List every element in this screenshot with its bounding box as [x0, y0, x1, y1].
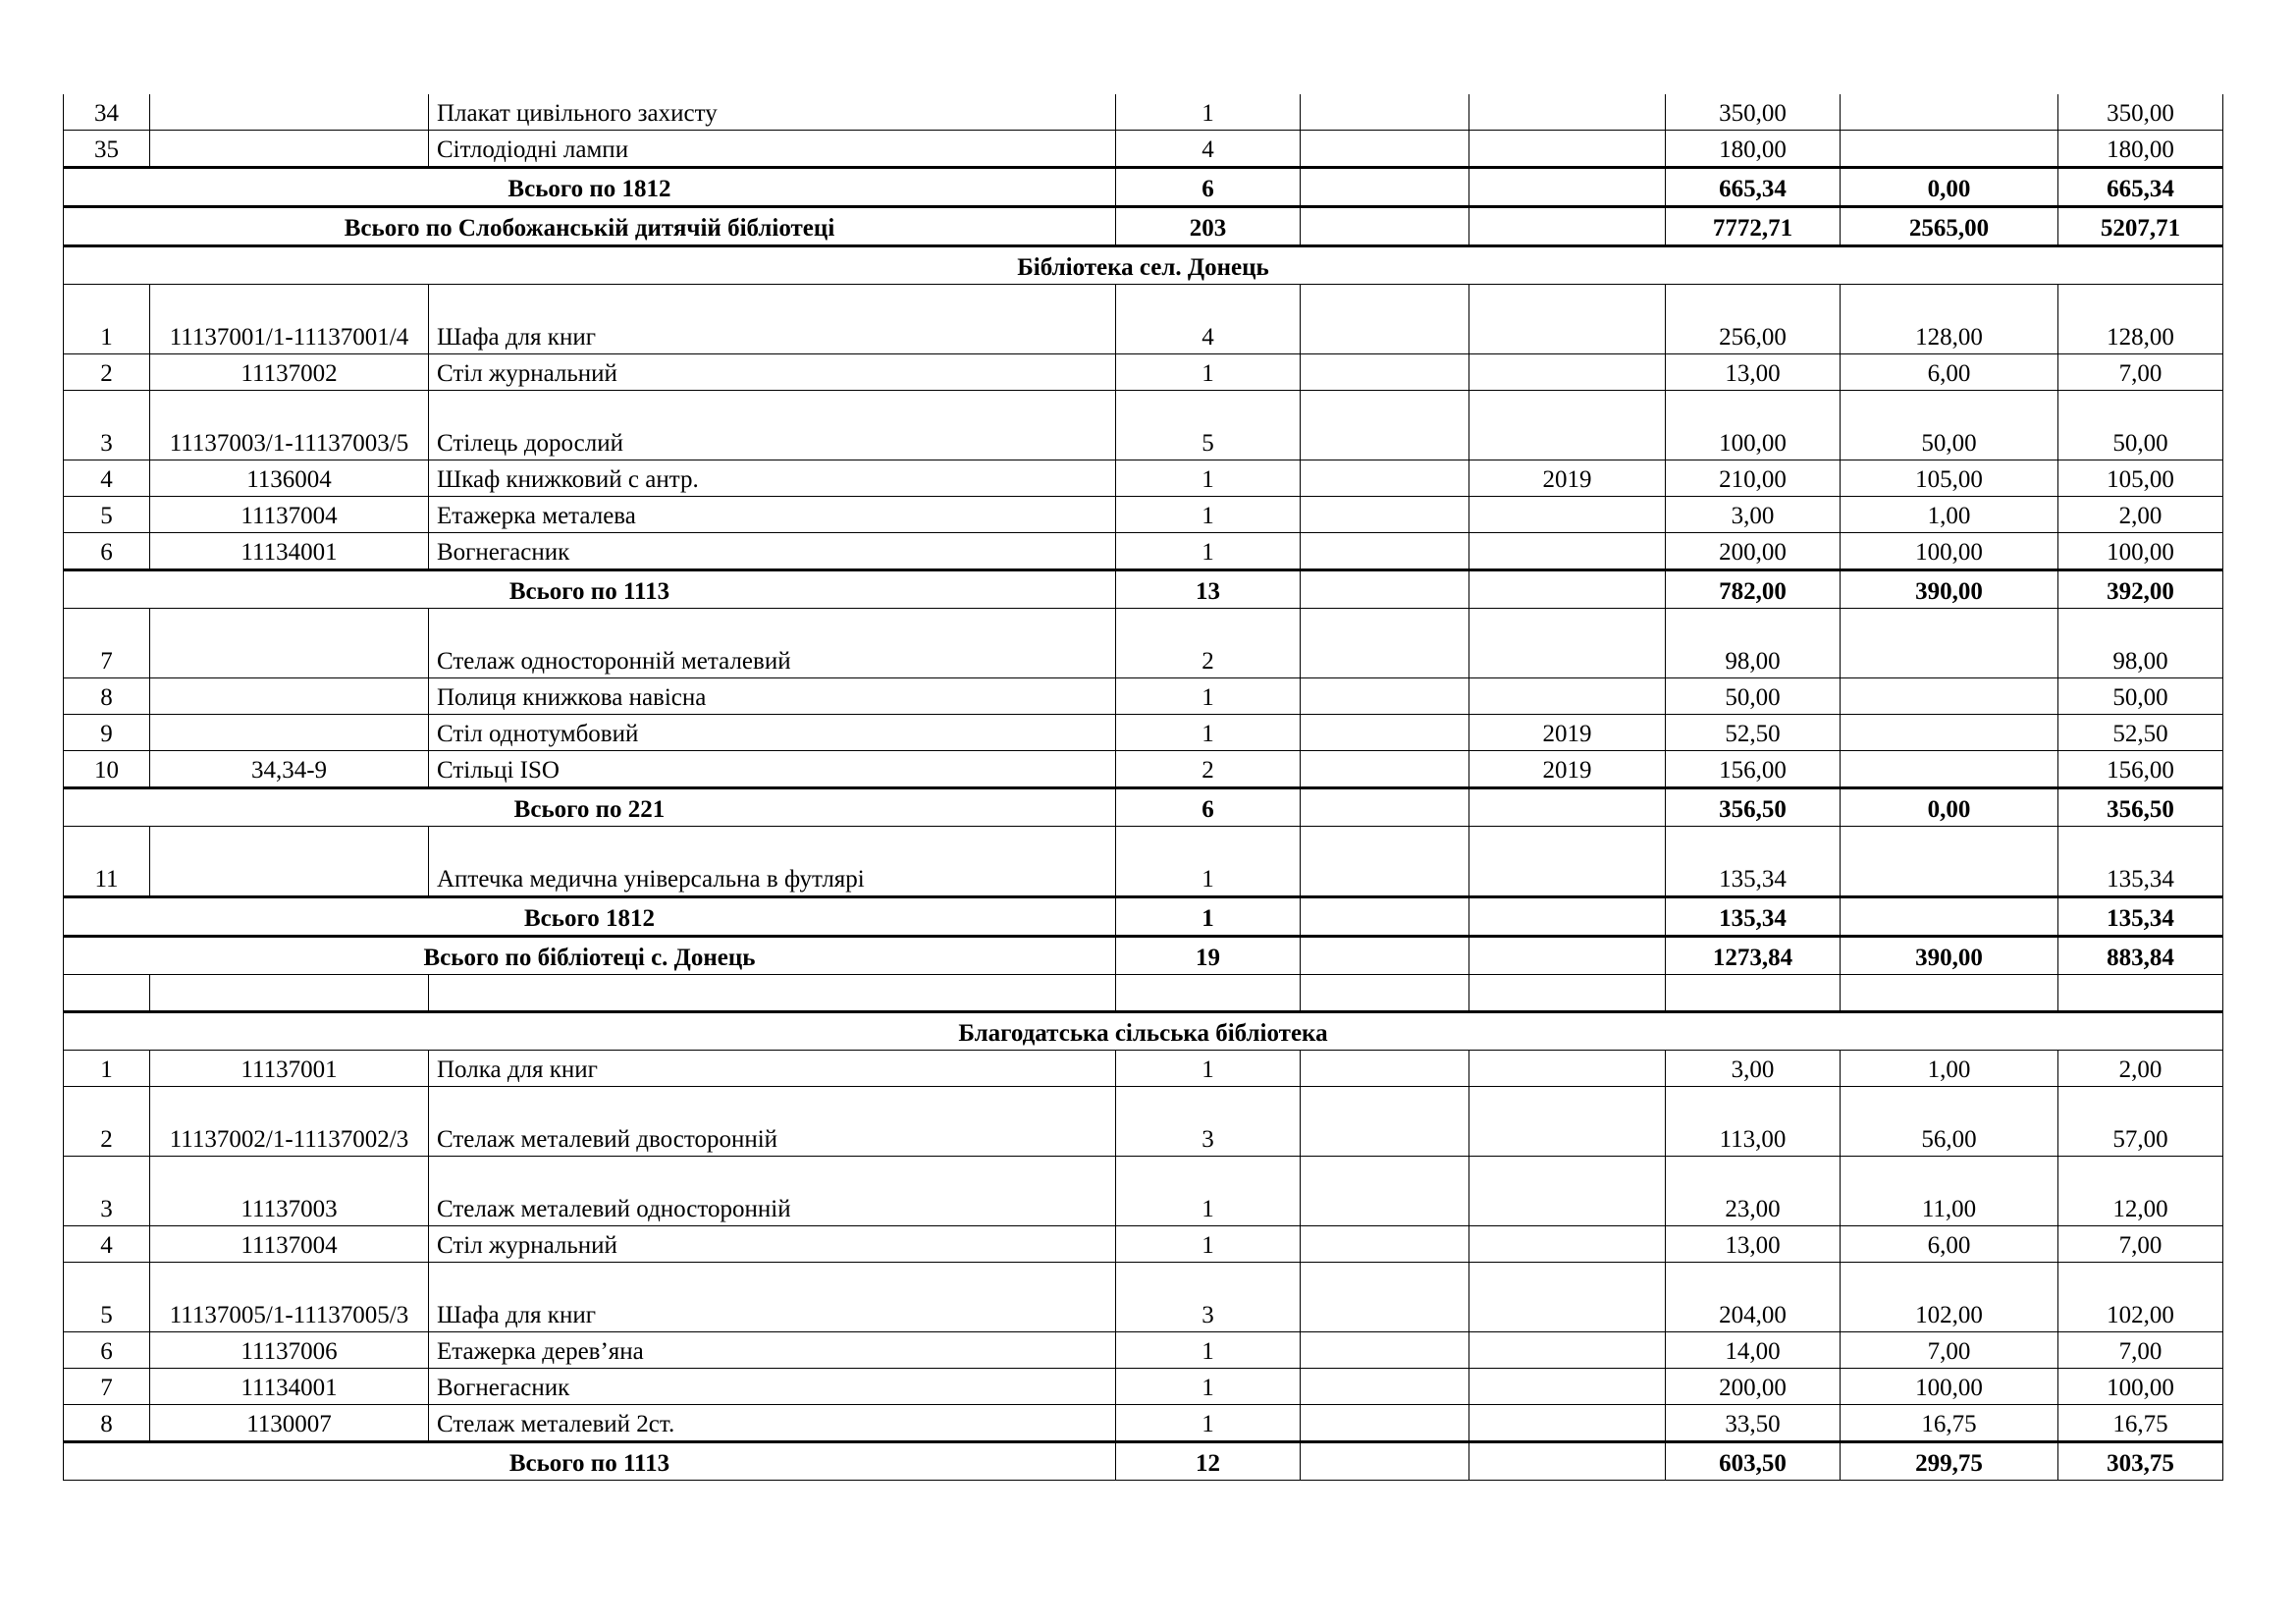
total-year — [1469, 207, 1666, 246]
residual-cost — [2058, 975, 2223, 1012]
inventory-table — [63, 94, 2223, 1481]
total-residual-cost: 5207,71 — [2058, 207, 2223, 246]
residual-cost: 12,00 — [2058, 1157, 2223, 1226]
inventory-number: 11137002/1-11137002/3 — [150, 1087, 429, 1157]
inventory-table-body — [64, 94, 2223, 1481]
table-row — [64, 827, 2223, 897]
total-row — [64, 788, 2223, 827]
table-row — [64, 533, 2223, 570]
total-residual-cost: 883,84 — [2058, 937, 2223, 975]
total-initial-cost: 1273,84 — [1666, 937, 1841, 975]
initial-cost: 204,00 — [1666, 1263, 1841, 1332]
row-number: 7 — [64, 609, 150, 678]
total-depreciation — [1841, 897, 2058, 937]
residual-cost: 50,00 — [2058, 391, 2223, 460]
initial-cost: 350,00 — [1666, 94, 1841, 131]
residual-cost: 2,00 — [2058, 1051, 2223, 1087]
year — [1469, 497, 1666, 533]
quantity: 1 — [1116, 678, 1301, 715]
depreciation: 50,00 — [1841, 391, 2058, 460]
depreciation: 100,00 — [1841, 533, 2058, 570]
table-row — [64, 975, 2223, 1012]
unit-cell — [1301, 460, 1469, 497]
initial-cost: 33,50 — [1666, 1405, 1841, 1442]
row-number: 2 — [64, 354, 150, 391]
item-name: Шкаф книжковий с антр. — [429, 460, 1116, 497]
year — [1469, 609, 1666, 678]
item-name: Плакат цивільного захисту — [429, 94, 1116, 131]
quantity: 4 — [1116, 285, 1301, 354]
depreciation — [1841, 827, 2058, 897]
row-number: 34 — [64, 94, 150, 131]
item-name: Стілець дорослий — [429, 391, 1116, 460]
table-row — [64, 1087, 2223, 1157]
section-title: Благодатська сільська бібліотека — [64, 1012, 2223, 1051]
year — [1469, 1405, 1666, 1442]
year — [1469, 354, 1666, 391]
inventory-number: 11137005/1-11137005/3 — [150, 1263, 429, 1332]
table-row — [64, 131, 2223, 168]
residual-cost: 52,50 — [2058, 715, 2223, 751]
total-depreciation: 390,00 — [1841, 570, 2058, 609]
total-quantity: 1 — [1116, 897, 1301, 937]
total-depreciation: 0,00 — [1841, 168, 2058, 207]
year — [1469, 533, 1666, 570]
table-row — [64, 1157, 2223, 1226]
quantity: 1 — [1116, 1405, 1301, 1442]
inventory-number — [150, 827, 429, 897]
quantity: 1 — [1116, 497, 1301, 533]
quantity: 5 — [1116, 391, 1301, 460]
table-row — [64, 1051, 2223, 1087]
inventory-number: 11137002 — [150, 354, 429, 391]
row-number: 5 — [64, 1263, 150, 1332]
total-quantity: 13 — [1116, 570, 1301, 609]
item-name: Шафа для книг — [429, 285, 1116, 354]
total-row — [64, 897, 2223, 937]
total-initial-cost: 782,00 — [1666, 570, 1841, 609]
depreciation — [1841, 975, 2058, 1012]
initial-cost: 256,00 — [1666, 285, 1841, 354]
table-row — [64, 609, 2223, 678]
total-year — [1469, 570, 1666, 609]
section-title: Бібліотека сел. Донець — [64, 246, 2223, 285]
item-name: Сітлодіодні лампи — [429, 131, 1116, 168]
initial-cost: 210,00 — [1666, 460, 1841, 497]
row-number: 8 — [64, 678, 150, 715]
quantity: 1 — [1116, 94, 1301, 131]
year — [1469, 131, 1666, 168]
depreciation — [1841, 678, 2058, 715]
residual-cost: 180,00 — [2058, 131, 2223, 168]
total-unit-cell — [1301, 570, 1469, 609]
unit-cell — [1301, 131, 1469, 168]
year — [1469, 285, 1666, 354]
initial-cost: 3,00 — [1666, 1051, 1841, 1087]
inventory-number: 11134001 — [150, 1369, 429, 1405]
row-number: 1 — [64, 285, 150, 354]
total-row — [64, 937, 2223, 975]
row-number: 11 — [64, 827, 150, 897]
table-row — [64, 1226, 2223, 1263]
total-quantity: 19 — [1116, 937, 1301, 975]
total-initial-cost: 603,50 — [1666, 1442, 1841, 1481]
total-residual-cost: 356,50 — [2058, 788, 2223, 827]
total-year — [1469, 168, 1666, 207]
initial-cost: 23,00 — [1666, 1157, 1841, 1226]
item-name: Вогнегасник — [429, 533, 1116, 570]
residual-cost: 135,34 — [2058, 827, 2223, 897]
initial-cost: 13,00 — [1666, 354, 1841, 391]
table-row — [64, 1263, 2223, 1332]
table-row — [64, 751, 2223, 788]
initial-cost: 52,50 — [1666, 715, 1841, 751]
year — [1469, 975, 1666, 1012]
year — [1469, 1157, 1666, 1226]
row-number: 8 — [64, 1405, 150, 1442]
year — [1469, 1087, 1666, 1157]
unit-cell — [1301, 1263, 1469, 1332]
total-quantity: 12 — [1116, 1442, 1301, 1481]
item-name: Полка для книг — [429, 1051, 1116, 1087]
initial-cost: 14,00 — [1666, 1332, 1841, 1369]
quantity: 1 — [1116, 533, 1301, 570]
depreciation: 1,00 — [1841, 497, 2058, 533]
item-name: Вогнегасник — [429, 1369, 1116, 1405]
inventory-number — [150, 678, 429, 715]
row-number — [64, 975, 150, 1012]
year — [1469, 94, 1666, 131]
total-initial-cost: 356,50 — [1666, 788, 1841, 827]
quantity: 1 — [1116, 715, 1301, 751]
unit-cell — [1301, 1226, 1469, 1263]
inventory-number: 11137001/1-11137001/4 — [150, 285, 429, 354]
quantity: 3 — [1116, 1263, 1301, 1332]
depreciation: 102,00 — [1841, 1263, 2058, 1332]
inventory-number: 11137004 — [150, 497, 429, 533]
unit-cell — [1301, 285, 1469, 354]
total-depreciation: 390,00 — [1841, 937, 2058, 975]
total-year — [1469, 937, 1666, 975]
residual-cost: 102,00 — [2058, 1263, 2223, 1332]
table-row — [64, 497, 2223, 533]
quantity: 1 — [1116, 1369, 1301, 1405]
depreciation: 6,00 — [1841, 1226, 2058, 1263]
table-row — [64, 1405, 2223, 1442]
depreciation: 128,00 — [1841, 285, 2058, 354]
total-unit-cell — [1301, 937, 1469, 975]
inventory-number: 11137006 — [150, 1332, 429, 1369]
total-unit-cell — [1301, 897, 1469, 937]
quantity: 4 — [1116, 131, 1301, 168]
total-quantity: 203 — [1116, 207, 1301, 246]
total-label: Всього по 1812 — [64, 168, 1116, 207]
inventory-number — [150, 94, 429, 131]
initial-cost: 156,00 — [1666, 751, 1841, 788]
unit-cell — [1301, 751, 1469, 788]
total-residual-cost: 303,75 — [2058, 1442, 2223, 1481]
residual-cost: 7,00 — [2058, 354, 2223, 391]
initial-cost: 135,34 — [1666, 827, 1841, 897]
residual-cost: 57,00 — [2058, 1087, 2223, 1157]
item-name: Стелаж металевий двосторонній — [429, 1087, 1116, 1157]
total-unit-cell — [1301, 788, 1469, 827]
row-number: 4 — [64, 1226, 150, 1263]
unit-cell — [1301, 497, 1469, 533]
year: 2019 — [1469, 715, 1666, 751]
depreciation — [1841, 131, 2058, 168]
quantity: 2 — [1116, 609, 1301, 678]
unit-cell — [1301, 827, 1469, 897]
year: 2019 — [1469, 751, 1666, 788]
year: 2019 — [1469, 460, 1666, 497]
total-depreciation: 2565,00 — [1841, 207, 2058, 246]
total-row — [64, 570, 2223, 609]
initial-cost: 180,00 — [1666, 131, 1841, 168]
total-label: Всього 1812 — [64, 897, 1116, 937]
initial-cost: 113,00 — [1666, 1087, 1841, 1157]
total-year — [1469, 897, 1666, 937]
item-name — [429, 975, 1116, 1012]
initial-cost: 98,00 — [1666, 609, 1841, 678]
quantity: 3 — [1116, 1087, 1301, 1157]
quantity: 1 — [1116, 1157, 1301, 1226]
item-name: Полиця книжкова навісна — [429, 678, 1116, 715]
unit-cell — [1301, 1051, 1469, 1087]
item-name: Стіл однотумбовий — [429, 715, 1116, 751]
table-row — [64, 94, 2223, 131]
row-number: 35 — [64, 131, 150, 168]
table-row — [64, 285, 2223, 354]
quantity: 1 — [1116, 827, 1301, 897]
residual-cost: 98,00 — [2058, 609, 2223, 678]
depreciation: 56,00 — [1841, 1087, 2058, 1157]
residual-cost: 100,00 — [2058, 1369, 2223, 1405]
total-quantity: 6 — [1116, 168, 1301, 207]
item-name: Етажерка дерев’яна — [429, 1332, 1116, 1369]
section-header-row — [64, 246, 2223, 285]
total-residual-cost: 135,34 — [2058, 897, 2223, 937]
unit-cell — [1301, 533, 1469, 570]
inventory-number: 34,34-9 — [150, 751, 429, 788]
row-number: 5 — [64, 497, 150, 533]
depreciation: 100,00 — [1841, 1369, 2058, 1405]
table-row — [64, 460, 2223, 497]
unit-cell — [1301, 715, 1469, 751]
inventory-number — [150, 715, 429, 751]
inventory-number: 11137004 — [150, 1226, 429, 1263]
item-name: Етажерка металева — [429, 497, 1116, 533]
initial-cost: 100,00 — [1666, 391, 1841, 460]
unit-cell — [1301, 678, 1469, 715]
inventory-number: 11137001 — [150, 1051, 429, 1087]
residual-cost: 128,00 — [2058, 285, 2223, 354]
inventory-number: 1136004 — [150, 460, 429, 497]
unit-cell — [1301, 1369, 1469, 1405]
table-row — [64, 1332, 2223, 1369]
total-row — [64, 168, 2223, 207]
inventory-number — [150, 131, 429, 168]
year — [1469, 1226, 1666, 1263]
quantity: 1 — [1116, 1332, 1301, 1369]
inventory-number — [150, 975, 429, 1012]
depreciation: 16,75 — [1841, 1405, 2058, 1442]
total-year — [1469, 788, 1666, 827]
quantity: 2 — [1116, 751, 1301, 788]
depreciation — [1841, 715, 2058, 751]
year — [1469, 1263, 1666, 1332]
total-label: Всього по 1113 — [64, 570, 1116, 609]
total-label: Всього по Слобожанській дитячій бібліотеці — [64, 207, 1116, 246]
depreciation: 7,00 — [1841, 1332, 2058, 1369]
depreciation — [1841, 751, 2058, 788]
unit-cell — [1301, 1157, 1469, 1226]
total-row — [64, 207, 2223, 246]
year — [1469, 1332, 1666, 1369]
item-name: Шафа для книг — [429, 1263, 1116, 1332]
item-name: Стіл журнальний — [429, 1226, 1116, 1263]
depreciation: 11,00 — [1841, 1157, 2058, 1226]
initial-cost: 13,00 — [1666, 1226, 1841, 1263]
row-number: 1 — [64, 1051, 150, 1087]
quantity: 1 — [1116, 1226, 1301, 1263]
depreciation: 1,00 — [1841, 1051, 2058, 1087]
table-row — [64, 391, 2223, 460]
inventory-number — [150, 609, 429, 678]
initial-cost: 200,00 — [1666, 1369, 1841, 1405]
table-row — [64, 678, 2223, 715]
unit-cell — [1301, 1087, 1469, 1157]
residual-cost: 100,00 — [2058, 533, 2223, 570]
total-initial-cost: 665,34 — [1666, 168, 1841, 207]
unit-cell — [1301, 391, 1469, 460]
residual-cost: 50,00 — [2058, 678, 2223, 715]
section-header-row — [64, 1012, 2223, 1051]
total-initial-cost: 135,34 — [1666, 897, 1841, 937]
year — [1469, 827, 1666, 897]
total-unit-cell — [1301, 168, 1469, 207]
year — [1469, 1051, 1666, 1087]
inventory-number: 11134001 — [150, 533, 429, 570]
residual-cost: 7,00 — [2058, 1226, 2223, 1263]
row-number: 6 — [64, 1332, 150, 1369]
residual-cost: 2,00 — [2058, 497, 2223, 533]
depreciation: 105,00 — [1841, 460, 2058, 497]
item-name: Стіл журнальний — [429, 354, 1116, 391]
table-row — [64, 1369, 2223, 1405]
unit-cell — [1301, 975, 1469, 1012]
total-residual-cost: 392,00 — [2058, 570, 2223, 609]
quantity: 1 — [1116, 354, 1301, 391]
depreciation: 6,00 — [1841, 354, 2058, 391]
residual-cost: 350,00 — [2058, 94, 2223, 131]
total-quantity: 6 — [1116, 788, 1301, 827]
row-number: 9 — [64, 715, 150, 751]
initial-cost: 200,00 — [1666, 533, 1841, 570]
total-label: Всього по 1113 — [64, 1442, 1116, 1481]
total-label: Всього по бібліотеці с. Донець — [64, 937, 1116, 975]
total-unit-cell — [1301, 1442, 1469, 1481]
total-residual-cost: 665,34 — [2058, 168, 2223, 207]
quantity: 1 — [1116, 1051, 1301, 1087]
residual-cost: 156,00 — [2058, 751, 2223, 788]
row-number: 3 — [64, 391, 150, 460]
total-initial-cost: 7772,71 — [1666, 207, 1841, 246]
total-year — [1469, 1442, 1666, 1481]
item-name: Стелаж односторонній металевий — [429, 609, 1116, 678]
row-number: 2 — [64, 1087, 150, 1157]
table-row — [64, 715, 2223, 751]
row-number: 4 — [64, 460, 150, 497]
row-number: 3 — [64, 1157, 150, 1226]
residual-cost: 16,75 — [2058, 1405, 2223, 1442]
unit-cell — [1301, 1332, 1469, 1369]
item-name: Стільці ISO — [429, 751, 1116, 788]
unit-cell — [1301, 1405, 1469, 1442]
table-row — [64, 354, 2223, 391]
residual-cost: 7,00 — [2058, 1332, 2223, 1369]
year — [1469, 391, 1666, 460]
initial-cost: 3,00 — [1666, 497, 1841, 533]
unit-cell — [1301, 94, 1469, 131]
total-label: Всього по 221 — [64, 788, 1116, 827]
unit-cell — [1301, 609, 1469, 678]
row-number: 7 — [64, 1369, 150, 1405]
initial-cost: 50,00 — [1666, 678, 1841, 715]
item-name: Стелаж металевий 2ст. — [429, 1405, 1116, 1442]
quantity — [1116, 975, 1301, 1012]
quantity: 1 — [1116, 460, 1301, 497]
depreciation — [1841, 94, 2058, 131]
total-depreciation: 0,00 — [1841, 788, 2058, 827]
depreciation — [1841, 609, 2058, 678]
year — [1469, 1369, 1666, 1405]
unit-cell — [1301, 354, 1469, 391]
inventory-number: 1130007 — [150, 1405, 429, 1442]
item-name: Стелаж металевий односторонній — [429, 1157, 1116, 1226]
residual-cost: 105,00 — [2058, 460, 2223, 497]
year — [1469, 678, 1666, 715]
total-depreciation: 299,75 — [1841, 1442, 2058, 1481]
item-name: Аптечка медична універсальна в футлярі — [429, 827, 1116, 897]
row-number: 10 — [64, 751, 150, 788]
total-row — [64, 1442, 2223, 1481]
row-number: 6 — [64, 533, 150, 570]
inventory-number: 11137003 — [150, 1157, 429, 1226]
total-unit-cell — [1301, 207, 1469, 246]
initial-cost — [1666, 975, 1841, 1012]
inventory-number: 11137003/1-11137003/5 — [150, 391, 429, 460]
